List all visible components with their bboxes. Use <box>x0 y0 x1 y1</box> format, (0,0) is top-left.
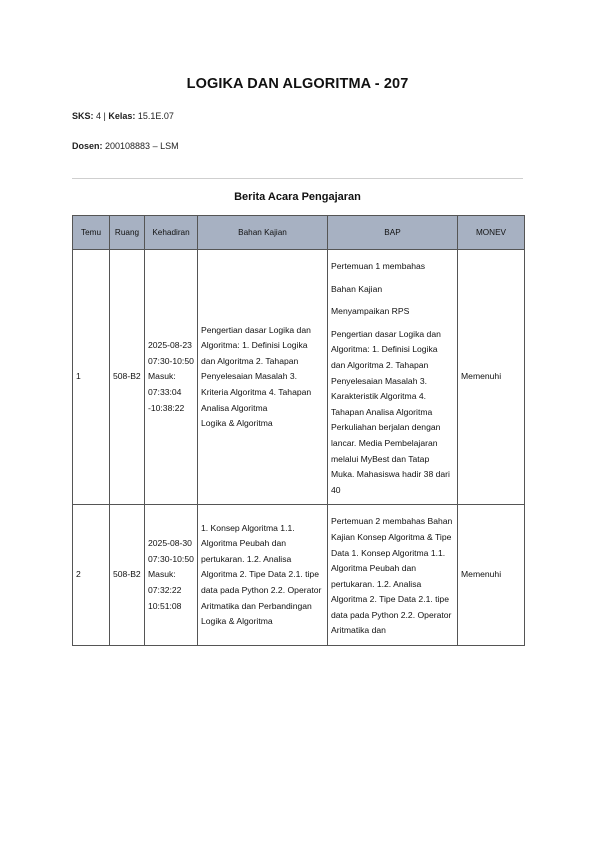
cell-bap <box>328 505 458 646</box>
table-row <box>73 250 525 505</box>
header-temu: Temu <box>73 216 110 250</box>
cell-bap <box>328 250 458 505</box>
cell-bahan-kajian: 1. Konsep Algoritma 1.1. Algoritma Peubah dan pertukaran. 1.2. Analisa Algoritma 2. Tipe Data 2.1. tipe data pada Python 2.2. Operator Aritmatika dan Perbandingan Logika & Algoritma <box>198 505 328 646</box>
bap-paragraph: Menyampaikan RPS <box>331 306 410 317</box>
cell-bahan-kajian: Pengertian dasar Logika dan Algoritma: 1. Definisi Logika dan Algoritma 2. Tahapan Penyelesaian Masalah 3. Kriteria Algoritma 4. Tahapan Analisa Algoritma Logika & Algoritma <box>198 250 328 505</box>
header-ruang: Ruang <box>110 216 145 250</box>
table-header-row <box>73 216 525 250</box>
lecturer-meta <box>72 141 179 151</box>
course-meta <box>72 111 174 121</box>
cell-temu: 1 <box>73 250 110 505</box>
cell-kehadiran: 2025-08-23 07:30-10:50 Masuk: 07:33:04 -10:38:22 <box>145 250 198 505</box>
bap-paragraph: Bahan Kajian <box>331 283 383 294</box>
table-row <box>73 505 525 646</box>
header-monev: MONEV <box>458 216 525 250</box>
header-kehadiran: Kehadiran <box>145 216 198 250</box>
cell-temu: 2 <box>73 505 110 646</box>
dosen-value: 200108883 – LSM <box>102 141 179 151</box>
bap-paragraph: Pertemuan 1 membahas <box>331 261 426 271</box>
cell-ruang: 508-B2 <box>110 250 145 505</box>
kelas-label: Kelas: <box>108 111 136 121</box>
cell-monev: Memenuhi <box>458 505 525 646</box>
dosen-label: Dosen: <box>72 141 103 151</box>
cell-ruang: 508-B2 <box>110 505 145 646</box>
cell-kehadiran: 2025-08-30 07:30-10:50 Masuk: 07:32:22 10:51:08 <box>145 505 198 646</box>
divider <box>72 178 523 179</box>
kelas-value: 15.1E.07 <box>135 111 174 121</box>
sks-label: SKS: <box>72 111 94 121</box>
bap-paragraph: Pertemuan 2 membahas Bahan Kajian Konsep Algoritma & Tipe Data 1. Konsep Algoritma 1.1. Algoritma Peubah dan pertukaran. 1.2. Analisa Algoritma 2. Tipe Data 2.1. tipe data pada Python 2.2. Operator Aritmatika dan <box>331 516 453 636</box>
header-bap: BAP <box>328 216 458 250</box>
header-bahan-kajian: Bahan Kajian <box>198 216 328 250</box>
document-title: LOGIKA DAN ALGORITMA - 207 <box>186 76 409 92</box>
section-title: Berita Acara Pengajaran <box>234 191 361 203</box>
bap-table <box>72 215 525 646</box>
sks-value: 4 | <box>93 111 109 121</box>
bap-paragraph: Pengertian dasar Logika dan Algoritma: 1. Definisi Logika dan Algoritma 2. Tahapan Penyelesaian Masalah 3. Karakteristik Algoritma 4. Tahapan Analisa Algoritma Perkuliahan berjalan dengan lancar. Media Pembelajaran melalui MyBest dan Tatap Muka. Mahasiswa hadir 38 dari 40 <box>331 328 450 495</box>
cell-monev: Memenuhi <box>458 250 525 505</box>
